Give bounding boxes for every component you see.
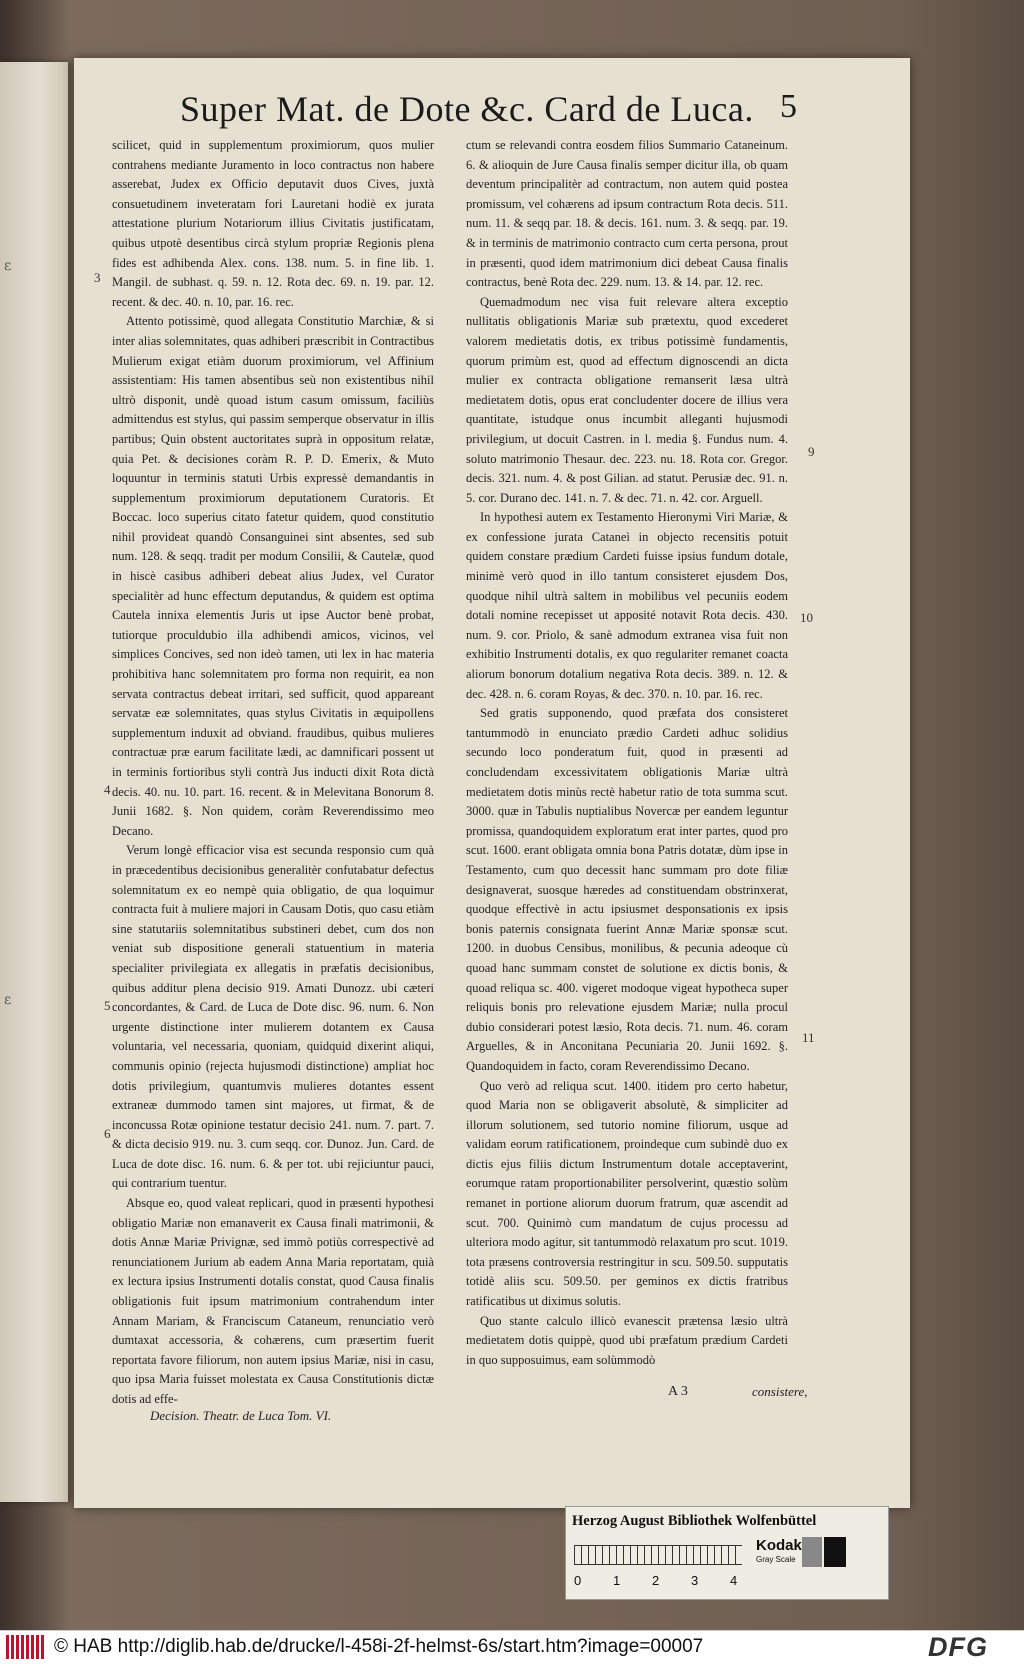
margin-number: 3 — [94, 270, 101, 285]
scale-tick: 4 — [730, 1573, 738, 1588]
scale-tick: 0 — [574, 1573, 582, 1588]
margin-number: 10 — [800, 610, 813, 625]
gray-scale-label: Gray Scale — [756, 1555, 796, 1564]
scale-tick: 1 — [613, 1573, 621, 1588]
paragraph: scilicet, quid in supplementum proximiorum, quos mulier contrahens mediante Juramento in loco contractus non habere asserebat, Judex ex Officio deputavit duos Cives, juxtà consuetudinem inveteratam fori Lauretani hodiè ex jurata attestatione plurium Notariorum illius Civitatis justificatam, quibus utpotè desentibus circà stylum propriæ Regionis plena fides est adhibenda Alex. cons. 138. num. 5. in fine lib. 1. Mangil. de subhast. q. 59. n. 12. Rota dec. 69. n. 19. par. 12. recent. & dec. 40. n. 10, par. 16. rec. — [112, 138, 434, 309]
paragraph: Sed gratis supponendo, quod præfata dos consisteret tantummodò in enunciato prædio Cardeti adhuc solidius secundo loco ponderatum fuit, quod in præsenti ad concludendam excessivitatem obligationis Mariæ ultrà medietatem dotis minùs rectè habetur ratio de tota summa scut. 3000. quæ in Tabulis nuptialibus Novercæ per eandem leguntur promissa, quandoquidem exploratum erat inter partes, quod pro scut. 1600. erant obligata omnia bona Patris dotatæ, dùm ipse in Testamento, cum quo decessit hanc summam pro dote filiæ designaverat, suosque hæredes ad constituendam obstrinxerat, quodque effectivè in actu ipsiusmet desponsationis ex ipsis bonis paternis consignata fuerint Annæ Mariæ sponsæ scut. 1200. in duobus Censibus, monilibus, & pecunia adeoque cù quoad hanc summam constet de solutione ex dictis bonis, & quoad reliqua sc. 400. vigeret modoque vigeat hypotheca super reliquis bonis pro relevatione ejusdem Mariæ; nulla procul dubio considerari potest læsio, Rota decis. 71. num. 46. coram Arguelles, & in Anconitana Pecuniaria 20. Junii 1692. §. Quandoquidem in facto, coram Reverendissimo Decano. — [466, 706, 788, 1073]
paragraph: Quo stante calculo illicò evanescit prætensa læsio ultrà medietatem dotis quippè, quod ubi præfatum prædium Cardeti in quo supposuimus, eam solùmmodò — [466, 1313, 788, 1367]
paragraph: Attento potissimè, quod allegata Constitutio Marchiæ, & si inter alias solemnitates, quas adhiberi præscribit in Contractibus Mulierum exigat etiàm duorum proximiorum, vel Affinium assistentiam: His tamen absentibus seù non existentibus nihil ultrò disponit, undè quoad istum casum omissum, faciliùs admittendus est stylus, qui passim semperque observatur in illis partibus; Quin obstent auctoritates suprà in oppositum relatæ, quia Pet. & decisiones coràm R. P. D. Emerix, & Muto loquuntur in terminis statuti Urbis expressè demandantis in supplementum proximiorum deputationem Curatoris. Et Boccac. loco superius citato fatetur quidem, quod constitutio nihil provideat quandò Consanguinei sint absentes, sed sub num. 128. & seqq. tradit per modum Consilii, & Cautelæ, quod in hiscè casibus adhiberi debeat alius Judex, vel Curator specialitèr ad hunc effectum deputandus, & quidem est optima Cautela innixa elementis Juris ut ipse Auctor benè probat, tutiorque proculdubio illa adhibendi amicos, vicinos, vel simplices Concives, sed non ideò tamen, uti lex in hac materia prohibitiva hanc solemnitatem pro forma non requirit, ea non servata contractus debeat irritari, sed sufficit, quod appareant servatæ eæ solemnitates, quas stylus Civitatis in æquipollens supplementum induxit ad obviand. fraudibus, quibus mulieres contractuæ præ earum facilitate lædi, ac damnificari possent ut in terminis fortioribus styli contrà Jus inducti dixit Rota dictà decis. 40. nu. 10. part. 16. recent. & in Melevitana Bonorum 8. Junii 1682. §. Non quidem, coràm Reverendissimo meo Decano. — [112, 314, 434, 838]
margin-number: 6 — [104, 1126, 111, 1141]
edge-mark: ε — [4, 992, 12, 1008]
paragraph: Verum longè efficacior visa est secunda responsio cum quà in præcedentibus decisionibus generalitèr confutabatur defectus solemnitatum ex eo nempè quia obligatio, de qua loquimur contracta fuit à muliere majori in Causam Dotis, quo casu etiàm sine statutariis solemnitatibus substineri debet, cum dos non veniat sub dispositione generali statuentium in materia specialiter privilegiata ex allegatis in præfatis decisionibus, quibus additur plena decisio 919. Amati Dunozz. ubi cæteri concordantes, & Card. de Luca de Dote disc. 96. num. 6. Non urgente distinctione inter mulierem dotantem ex Causa voluntaria, vel necessaria, quoniam, quidquid dixerint aliqui, communis opinio (rejecta hujusmodi distinctione) ampliat hoc dotis privilegium, quantumvis mulieres dotantes essent extraneæ dummodo tamen sint majores, ut firmat, & de inconcussa Rotæ opinione testatur decisio 241. num. 7. part. 7. & dicta decisio 919. nu. 3. cum seqq. cor. Dunoz. Jun. Card. de Luca de dote disc. 16. num. 6. & per tot. ubi rejiciuntur pauci, qui contrarium tuentur. — [112, 843, 434, 1191]
scale-tick: 2 — [652, 1573, 660, 1588]
page-number: 5 — [780, 88, 797, 125]
copyright-bar — [0, 1630, 1024, 1664]
copyright-url[interactable]: © HAB http://diglib.hab.de/drucke/l-458i-2f-helmst-6s/start.htm?image=00007 — [54, 1636, 704, 1657]
scale-ruler — [574, 1545, 742, 1565]
margin-number: 5 — [104, 998, 111, 1013]
paragraph: In hypothesi autem ex Testamento Hieronymi Viri Mariæ, & ex confessione jurata Cataneì in objecto recensitis potuit quidem constare prædium Cardeti fuisse ipsius fundum dotale, minimè verò quod in illo tantum consisteret ejusdem Dos, quodque nihil ultrà saltem in mobilibus vel pecuniis eodem dotali nomine recepisset ut apposité notavit Rota decis. 430. num. 9. cor. Priolo, & sanè admodum extranea visa fuit non exhibitio Instrumenti dotalis, ex quo regulariter remanet coacta aliorum bonorum dotalium negativa Rota decis. 389. n. 12. & dec. 428. n. 6. coram Royas, & dec. 370. n. 10. par. 16. rec. — [466, 510, 788, 701]
color-calibration-card — [565, 1506, 889, 1600]
gray-patch — [802, 1537, 822, 1567]
paragraph: ctum se relevandi contra eosdem filios Summario Cataneinum. 6. & alioquin de Jure Causa finalis semper dicitur illa, ob quam deventum principalitèr ad contractum, non autem quid postea promissum, vel cohærens ad ipsum contractum Rota decis. 511. num. 11. & seqq par. 18. & decis. 161. num. 3. & seqq. par. 19. & in terminis de matrimonio contracto cum certa persona, prout in præsenti, quod idem matrimonium dici debeat Causa finalis contractus, benè Rota dec. 229. num. 13. & 14. par. 12. rec. — [466, 138, 788, 290]
scale-tick: 3 — [691, 1573, 699, 1588]
margin-number: 9 — [808, 444, 815, 459]
catchword: consistere, — [752, 1384, 808, 1399]
edge-mark: ε — [4, 258, 12, 274]
left-column — [112, 136, 434, 1410]
paragraph: Quemadmodum nec visa fuit relevare altera exceptio nullitatis obligationis Mariæ sub prætextu, quod excederet valorem medietatis dotis, ex tribus potissimè fundamentis, quorum primùm est, quod ad effectum dignoscendi an dicta mulier ex contracta obligatione remanserit læsa ultrà medietatem dotis, opus erat concludenter docere de illius vera quantitate, istudque onus incumbit alleganti hujusmodi privilegium, ut docuit Castren. in l. media §. Fundus num. 4. soluto matrimonio Thesaur. dec. 223. nu. 18. Rota cor. Gregor. decis. 321. num. 4. & post Gilian. ad statut. Perusiæ dec. 91. n. 5. cor. Durano dec. 141. n. 7. & dec. 71. n. 42. cor. Arguell. — [466, 294, 788, 505]
dfg-logo: DFG — [928, 1632, 988, 1662]
footer-line: Decision. Theatr. de Luca Tom. VI. — [150, 1408, 332, 1423]
paragraph: Absque eo, quod valeat replicari, quod in præsenti hypothesi obligatio Mariæ non emanaverit ex Causa finali matrimonii, & dotis Annæ Mariæ Privignæ, sed immò potiùs correspectivè ad renunciationem Jurium ab eadem Anna Maria reportatam, quià ex lectura ipsius Instrumenti dotalis constat, quod Causa finalis obligationis fuit ipsum matrimonium contrahendum inter Annam Mariam, & Franciscum Cataneum, renunciatio verò dumtaxat accessoria, & cohærens, cum præsertim fuerit reportata favore filiorum, non autem ipsius Mariæ, nisi in casu, quo ipsa Maria fuisset molestata ex Causa Constitutionis dictæ dotis ad effe- — [112, 1196, 434, 1406]
margin-number: 11 — [802, 1030, 815, 1045]
previous-page-edge — [0, 62, 68, 1502]
margin-number: 4 — [104, 782, 111, 797]
black-patch — [824, 1537, 846, 1567]
right-column — [466, 136, 788, 1370]
card-title: Herzog August Bibliothek Wolfenbüttel — [572, 1513, 817, 1529]
running-head: Super Mat. de Dote &c. Card de Luca. — [180, 89, 754, 129]
paragraph: Quo verò ad reliqua scut. 1400. itidem pro certo habetur, quod Maria non se obligaverit absolutè, & simpliciter ad illorum solutionem, sed tutorio nomine filiorum, usque ad validam eorum ratificationem, proindeque cum subindè duo ex dictis ejus filiis dictum Instrumentum dotale acceptaverint, eorumque ratam proportionabiliter persolverint, quæstio solùm remanet in portione aliorum duorum fratrum, quæ ascendit ad scut. 700. Quinimò cum mandatum de cujus processu ad ulteriora modo agitur, sit tantummodò relaxatum pro scut. 1019. tota præsens controversia restringitur in scu. 509.50. supputatis totidè aliis scu. 509.50. per geminos ex dictis fratribus ratificatibus ut diximus solutis. — [466, 1078, 788, 1309]
hab-logo-icon — [6, 1635, 44, 1659]
kodak-label: Kodak — [756, 1537, 802, 1554]
signature-mark: A 3 — [668, 1384, 688, 1399]
